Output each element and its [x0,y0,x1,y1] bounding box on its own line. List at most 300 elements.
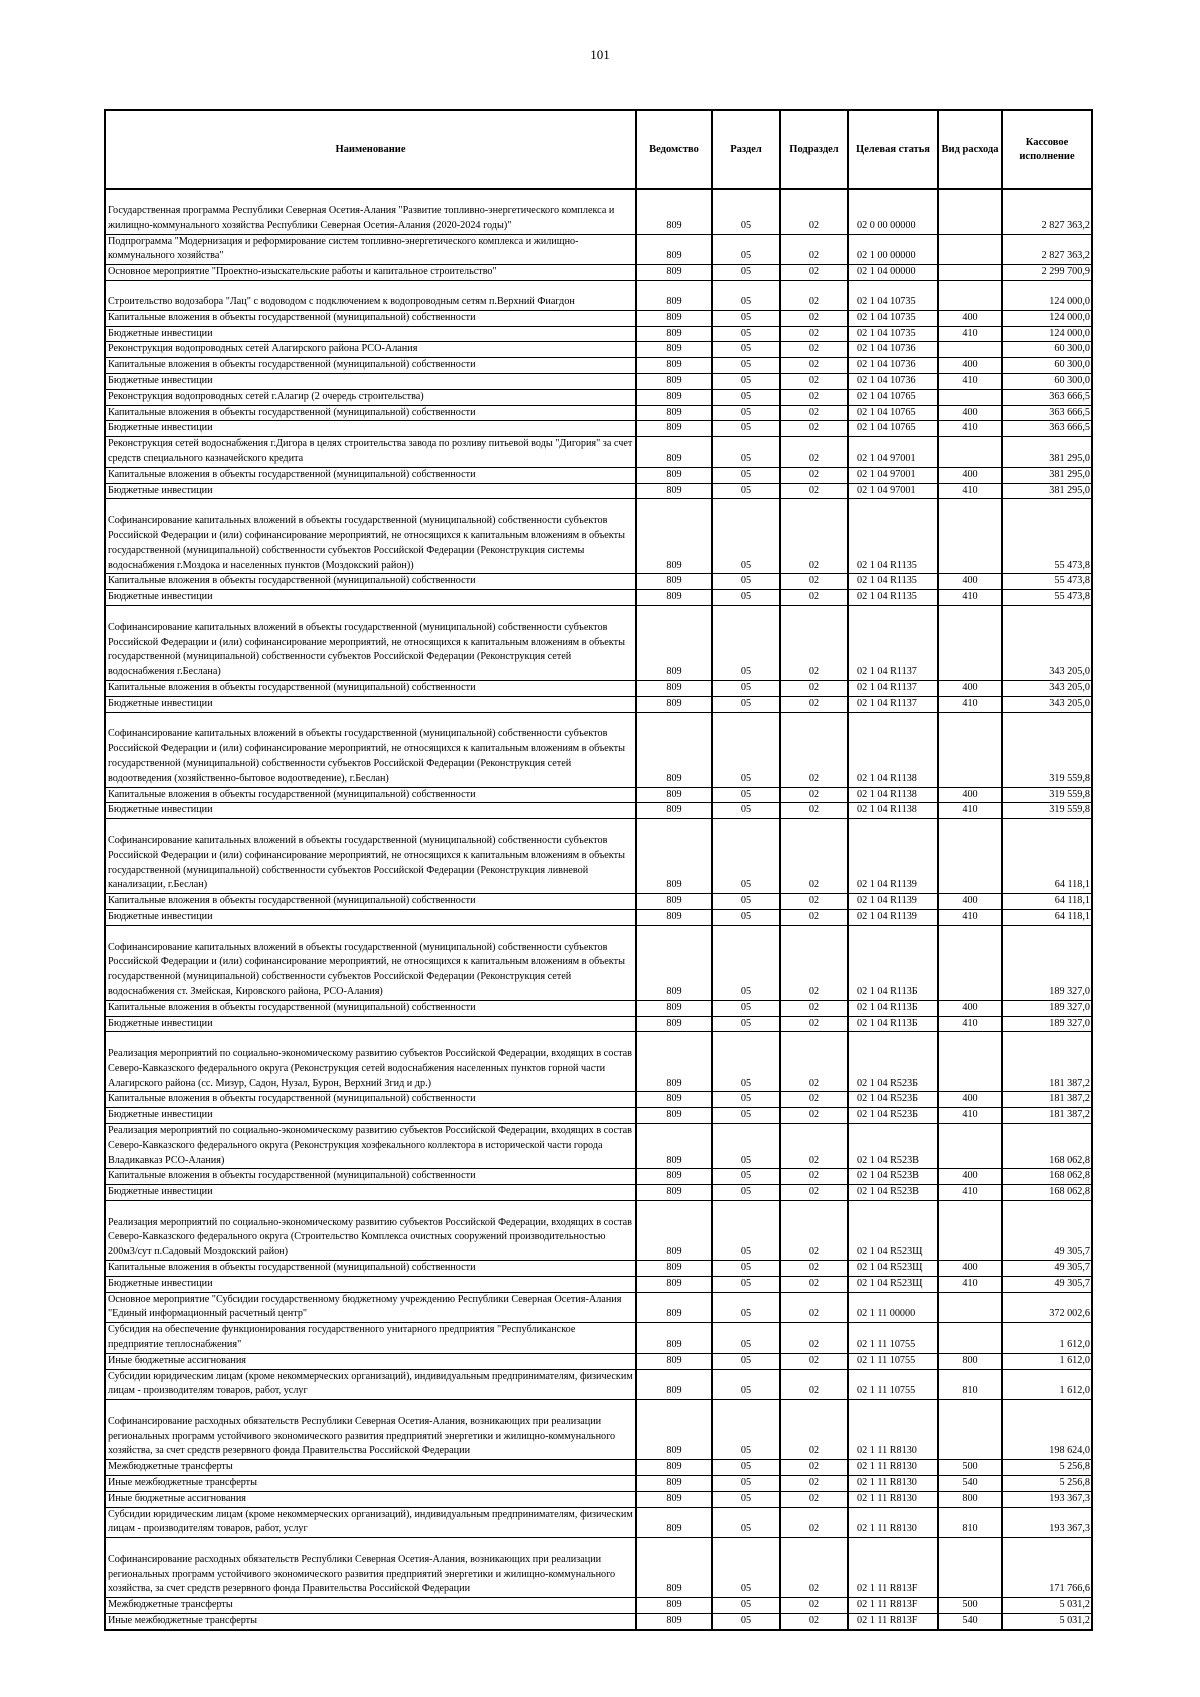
cell-amount: 168 062,8 [1002,1169,1092,1185]
cell-target: 02 1 11 10755 [848,1323,938,1354]
cell-dept: 809 [636,1169,712,1185]
cell-name: Капитальные вложения в объекты государственной (муниципальной) собственности [105,1000,636,1016]
cell-name: Реализация мероприятий по социально-экономическому развитию субъектов Российской Федерации, входящих в состав Северо-Кавказского федерального округа (Реконструкция хозфекального коллектора в исторической части города Владикавказ РСО-Алания) [105,1124,636,1169]
cell-exptype: 400 [938,310,1002,326]
cell-section: 05 [712,574,780,590]
cell-subsection: 02 [780,1261,848,1277]
table-row [105,1201,1092,1261]
header-target: Целевая статья [848,110,938,189]
cell-amount: 168 062,8 [1002,1124,1092,1169]
cell-target: 02 1 04 R1137 [848,681,938,697]
cell-name: Бюджетные инвестиции [105,803,636,819]
cell-target: 02 1 11 R813F [848,1613,938,1629]
cell-target: 02 1 04 R1138 [848,712,938,787]
cell-amount: 49 305,7 [1002,1201,1092,1261]
cell-exptype: 500 [938,1598,1002,1614]
cell-amount: 181 387,2 [1002,1092,1092,1108]
cell-amount: 319 559,8 [1002,787,1092,803]
cell-subsection: 02 [780,1369,848,1400]
cell-exptype: 400 [938,1092,1002,1108]
cell-exptype [938,712,1002,787]
table-row [105,1460,1092,1476]
table-row [105,1598,1092,1614]
cell-subsection: 02 [780,280,848,310]
cell-subsection: 02 [780,574,848,590]
table-row [105,1491,1092,1507]
cell-subsection: 02 [780,1507,848,1538]
cell-amount: 64 118,1 [1002,819,1092,894]
cell-amount: 60 300,0 [1002,342,1092,358]
cell-subsection: 02 [780,712,848,787]
cell-amount: 2 299 700,9 [1002,265,1092,281]
cell-amount: 189 327,0 [1002,1000,1092,1016]
cell-amount: 49 305,7 [1002,1276,1092,1292]
cell-subsection: 02 [780,358,848,374]
cell-dept: 809 [636,421,712,437]
table-row [105,1108,1092,1124]
cell-subsection: 02 [780,696,848,712]
cell-dept: 809 [636,499,712,574]
cell-subsection: 02 [780,803,848,819]
table-row [105,342,1092,358]
cell-subsection: 02 [780,310,848,326]
cell-amount: 381 295,0 [1002,467,1092,483]
cell-section: 05 [712,1092,780,1108]
cell-dept: 809 [636,1201,712,1261]
cell-name: Реконструкция водопроводных сетей Алагирского района РСО-Алания [105,342,636,358]
cell-dept: 809 [636,1491,712,1507]
cell-amount: 372 002,6 [1002,1292,1092,1323]
table-row [105,358,1092,374]
cell-amount: 319 559,8 [1002,712,1092,787]
cell-target: 02 1 04 10765 [848,421,938,437]
cell-dept: 809 [636,1185,712,1201]
cell-target: 02 1 04 R113Б [848,925,938,1000]
cell-dept: 809 [636,1276,712,1292]
cell-name: Бюджетные инвестиции [105,421,636,437]
cell-exptype: 410 [938,483,1002,499]
cell-dept: 809 [636,1032,712,1092]
cell-exptype [938,819,1002,894]
cell-exptype: 400 [938,574,1002,590]
cell-target: 02 1 04 R523В [848,1124,938,1169]
cell-subsection: 02 [780,1292,848,1323]
cell-section: 05 [712,1491,780,1507]
cell-subsection: 02 [780,437,848,468]
cell-exptype: 400 [938,681,1002,697]
cell-name: Межбюджетные трансферты [105,1598,636,1614]
cell-dept: 809 [636,1353,712,1369]
cell-amount: 64 118,1 [1002,894,1092,910]
cell-section: 05 [712,467,780,483]
header-section: Раздел [712,110,780,189]
cell-target: 02 1 04 97001 [848,483,938,499]
cell-dept: 809 [636,1092,712,1108]
cell-name: Бюджетные инвестиции [105,910,636,926]
cell-exptype: 400 [938,787,1002,803]
cell-amount: 319 559,8 [1002,803,1092,819]
table-row [105,189,1092,234]
cell-name: Бюджетные инвестиции [105,1016,636,1032]
cell-dept: 809 [636,1016,712,1032]
cell-name: Софинансирование капитальных вложений в объекты государственной (муниципальной) собственности субъектов Российской Федерации и (или) софинансирование мероприятий, не относящихся к капитальным вложениям в объекты государственной (муниципальной) собственности субъектов Российской Федерации (Реконструкция сетей водоснабжения г.Беслана) [105,606,636,681]
cell-target: 02 1 11 R8130 [848,1400,938,1460]
cell-name: Основное мероприятие "Субсидии государственному бюджетному учреждению Республики Северная Осетия-Алания "Единый информационный расчетный центр" [105,1292,636,1323]
cell-subsection: 02 [780,1169,848,1185]
cell-dept: 809 [636,1000,712,1016]
cell-dept: 809 [636,1598,712,1614]
cell-section: 05 [712,787,780,803]
cell-exptype: 810 [938,1507,1002,1538]
cell-exptype: 410 [938,696,1002,712]
cell-subsection: 02 [780,1613,848,1629]
table-row [105,819,1092,894]
budget-table [104,109,1093,1631]
cell-section: 05 [712,310,780,326]
cell-subsection: 02 [780,499,848,574]
table-row [105,1124,1092,1169]
table-row [105,1000,1092,1016]
cell-dept: 809 [636,606,712,681]
cell-subsection: 02 [780,925,848,1000]
cell-section: 05 [712,1276,780,1292]
cell-target: 02 1 04 R1139 [848,894,938,910]
cell-target: 02 1 04 R1135 [848,499,938,574]
cell-amount: 171 766,6 [1002,1538,1092,1598]
cell-dept: 809 [636,374,712,390]
cell-name: Софинансирование расходных обязательств Республики Северная Осетия-Алания, возникающих при реализации региональных программ устойчивого экономического развития предприятий энергетики и жилищно-коммунального хозяйства, за счет средств резервного фонда Правительства Российской Федерации [105,1538,636,1598]
cell-name: Межбюджетные трансферты [105,1460,636,1476]
table-row [105,405,1092,421]
cell-section: 05 [712,1261,780,1277]
cell-target: 02 1 11 00000 [848,1292,938,1323]
cell-exptype [938,1032,1002,1092]
cell-subsection: 02 [780,342,848,358]
cell-dept: 809 [636,1475,712,1491]
cell-section: 05 [712,342,780,358]
cell-subsection: 02 [780,234,848,265]
cell-section: 05 [712,1201,780,1261]
cell-amount: 55 473,8 [1002,499,1092,574]
cell-name: Реконструкция водопроводных сетей г.Алагир (2 очередь строительства) [105,389,636,405]
cell-subsection: 02 [780,1124,848,1169]
table-row [105,265,1092,281]
cell-amount: 2 827 363,2 [1002,234,1092,265]
cell-exptype [938,265,1002,281]
cell-target: 02 1 04 R1138 [848,803,938,819]
cell-exptype: 410 [938,1185,1002,1201]
cell-dept: 809 [636,803,712,819]
cell-target: 02 1 04 R1135 [848,574,938,590]
table-row [105,310,1092,326]
cell-exptype [938,1124,1002,1169]
table-row [105,374,1092,390]
cell-amount: 363 666,5 [1002,389,1092,405]
cell-section: 05 [712,1292,780,1323]
cell-target: 02 1 11 10755 [848,1369,938,1400]
cell-target: 02 0 00 00000 [848,189,938,234]
table-row [105,606,1092,681]
table-row [105,483,1092,499]
cell-exptype: 400 [938,358,1002,374]
cell-target: 02 1 04 10765 [848,389,938,405]
cell-name: Бюджетные инвестиции [105,1185,636,1201]
table-row [105,1292,1092,1323]
cell-section: 05 [712,1507,780,1538]
table-row [105,280,1092,310]
cell-dept: 809 [636,1400,712,1460]
cell-subsection: 02 [780,1323,848,1354]
cell-amount: 124 000,0 [1002,280,1092,310]
cell-dept: 809 [636,1124,712,1169]
cell-dept: 809 [636,925,712,1000]
cell-dept: 809 [636,910,712,926]
table-row [105,787,1092,803]
table-row [105,1276,1092,1292]
table-row [105,1323,1092,1354]
cell-dept: 809 [636,326,712,342]
table-row [105,1261,1092,1277]
cell-section: 05 [712,483,780,499]
page-number: 101 [590,47,610,62]
table-row [105,894,1092,910]
cell-dept: 809 [636,189,712,234]
cell-subsection: 02 [780,1460,848,1476]
cell-subsection: 02 [780,910,848,926]
cell-amount: 343 205,0 [1002,606,1092,681]
cell-exptype: 410 [938,1016,1002,1032]
cell-section: 05 [712,894,780,910]
cell-name: Государственная программа Республики Северная Осетия-Алания "Развитие топливно-энергетического комплекса и жилищно-коммунального хозяйства Республики Северная Осетия-Алания (2020-2024 годы)" [105,189,636,234]
cell-exptype: 410 [938,803,1002,819]
cell-dept: 809 [636,437,712,468]
cell-target: 02 1 00 00000 [848,234,938,265]
cell-name: Подпрограмма "Модернизация и реформирование систем топливно-энергетического комплекса и жилищно-коммунального хозяйства" [105,234,636,265]
cell-name: Бюджетные инвестиции [105,374,636,390]
cell-exptype: 540 [938,1613,1002,1629]
cell-dept: 809 [636,1538,712,1598]
cell-section: 05 [712,1000,780,1016]
cell-exptype [938,389,1002,405]
cell-target: 02 1 04 R113Б [848,1016,938,1032]
cell-section: 05 [712,712,780,787]
cell-subsection: 02 [780,483,848,499]
cell-name: Капитальные вложения в объекты государственной (муниципальной) собственности [105,1261,636,1277]
table-row [105,590,1092,606]
cell-target: 02 1 04 10735 [848,310,938,326]
cell-target: 02 1 04 R523В [848,1169,938,1185]
table-row [105,389,1092,405]
cell-amount: 168 062,8 [1002,1185,1092,1201]
cell-dept: 809 [636,787,712,803]
cell-dept: 809 [636,1108,712,1124]
cell-subsection: 02 [780,1276,848,1292]
cell-dept: 809 [636,712,712,787]
cell-target: 02 1 11 R8130 [848,1475,938,1491]
cell-dept: 809 [636,819,712,894]
cell-subsection: 02 [780,326,848,342]
cell-name: Капитальные вложения в объекты государственной (муниципальной) собственности [105,405,636,421]
cell-subsection: 02 [780,1491,848,1507]
cell-name: Бюджетные инвестиции [105,483,636,499]
cell-exptype: 800 [938,1353,1002,1369]
cell-amount: 189 327,0 [1002,1016,1092,1032]
table-row [105,574,1092,590]
table-header [105,110,1092,189]
cell-section: 05 [712,1353,780,1369]
cell-amount: 193 367,3 [1002,1507,1092,1538]
cell-amount: 1 612,0 [1002,1323,1092,1354]
cell-target: 02 1 04 R1137 [848,696,938,712]
cell-exptype [938,1201,1002,1261]
header-amount: Кассовое исполнение [1002,110,1092,189]
cell-target: 02 1 11 R8130 [848,1460,938,1476]
cell-amount: 198 624,0 [1002,1400,1092,1460]
cell-subsection: 02 [780,819,848,894]
cell-name: Реализация мероприятий по социально-экономическому развитию субъектов Российской Федерации, входящих в состав Северо-Кавказского федерального округа (Строительство Комплекса очистных сооружений производительностью 200м3/сут п.Садовый Моздокский район) [105,1201,636,1261]
cell-name: Бюджетные инвестиции [105,696,636,712]
cell-target: 02 1 04 R1135 [848,590,938,606]
cell-name: Иные бюджетные ассигнования [105,1491,636,1507]
cell-dept: 809 [636,467,712,483]
cell-amount: 5 256,8 [1002,1475,1092,1491]
table-row [105,437,1092,468]
cell-subsection: 02 [780,1016,848,1032]
cell-exptype: 410 [938,421,1002,437]
cell-section: 05 [712,1369,780,1400]
cell-exptype [938,189,1002,234]
cell-section: 05 [712,234,780,265]
cell-target: 02 1 04 R1137 [848,606,938,681]
cell-subsection: 02 [780,1598,848,1614]
cell-name: Софинансирование капитальных вложений в объекты государственной (муниципальной) собственности субъектов Российской Федерации и (или) софинансирование мероприятий, не относящихся к капитальным вложениям в объекты государственной (муниципальной) собственности субъектов Российской Федерации (Реконструкция ливневой канализации, г.Беслан) [105,819,636,894]
cell-amount: 60 300,0 [1002,358,1092,374]
cell-section: 05 [712,389,780,405]
cell-section: 05 [712,803,780,819]
cell-section: 05 [712,326,780,342]
cell-dept: 809 [636,1323,712,1354]
cell-target: 02 1 04 R523В [848,1185,938,1201]
table-row [105,499,1092,574]
cell-section: 05 [712,606,780,681]
cell-section: 05 [712,1169,780,1185]
cell-section: 05 [712,1124,780,1169]
cell-amount: 49 305,7 [1002,1261,1092,1277]
cell-dept: 809 [636,342,712,358]
cell-exptype: 810 [938,1369,1002,1400]
header-dept: Ведомство [636,110,712,189]
cell-dept: 809 [636,681,712,697]
cell-name: Капитальные вложения в объекты государственной (муниципальной) собственности [105,467,636,483]
header-exptype: Вид расхода [938,110,1002,189]
cell-dept: 809 [636,894,712,910]
cell-exptype: 410 [938,326,1002,342]
table-row [105,1400,1092,1460]
cell-name: Бюджетные инвестиции [105,590,636,606]
cell-name: Капитальные вложения в объекты государственной (муниципальной) собственности [105,787,636,803]
cell-name: Бюджетные инвестиции [105,1276,636,1292]
cell-name: Субсидии юридическим лицам (кроме некоммерческих организаций), индивидуальным предпринимателям, физическим лицам - производителям товаров, работ, услуг [105,1507,636,1538]
cell-section: 05 [712,1016,780,1032]
cell-exptype: 410 [938,910,1002,926]
cell-dept: 809 [636,405,712,421]
cell-section: 05 [712,1475,780,1491]
table-row [105,1538,1092,1598]
header-subsection: Подраздел [780,110,848,189]
cell-exptype: 400 [938,1169,1002,1185]
cell-exptype [938,234,1002,265]
cell-name: Капитальные вложения в объекты государственной (муниципальной) собственности [105,1092,636,1108]
table-body [105,189,1092,1630]
cell-amount: 2 827 363,2 [1002,189,1092,234]
cell-name: Бюджетные инвестиции [105,1108,636,1124]
cell-subsection: 02 [780,265,848,281]
table-row [105,1016,1092,1032]
cell-section: 05 [712,590,780,606]
cell-name: Капитальные вложения в объекты государственной (муниципальной) собственности [105,1169,636,1185]
cell-section: 05 [712,499,780,574]
cell-section: 05 [712,1323,780,1354]
cell-subsection: 02 [780,787,848,803]
cell-name: Капитальные вложения в объекты государственной (муниципальной) собственности [105,574,636,590]
cell-target: 02 1 04 R523Б [848,1108,938,1124]
cell-name: Бюджетные инвестиции [105,326,636,342]
cell-subsection: 02 [780,590,848,606]
cell-exptype [938,280,1002,310]
cell-target: 02 1 11 R813F [848,1538,938,1598]
cell-exptype [938,1538,1002,1598]
cell-target: 02 1 11 R8130 [848,1507,938,1538]
cell-target: 02 1 04 10736 [848,358,938,374]
table-row [105,1369,1092,1400]
cell-amount: 381 295,0 [1002,483,1092,499]
cell-target: 02 1 04 10735 [848,326,938,342]
cell-exptype: 400 [938,405,1002,421]
cell-amount: 60 300,0 [1002,374,1092,390]
cell-target: 02 1 04 R523Щ [848,1261,938,1277]
cell-exptype: 800 [938,1491,1002,1507]
cell-amount: 55 473,8 [1002,574,1092,590]
table-row [105,681,1092,697]
cell-section: 05 [712,280,780,310]
cell-section: 05 [712,374,780,390]
cell-name: Реконструкция сетей водоснабжения г.Дигора в целях строительства завода по розливу питьевой воды "Дигория" за счет средств специального казначейского кредита [105,437,636,468]
cell-target: 02 1 04 R1139 [848,910,938,926]
cell-dept: 809 [636,1460,712,1476]
cell-name: Капитальные вложения в объекты государственной (муниципальной) собственности [105,310,636,326]
table-row [105,696,1092,712]
cell-target: 02 1 04 R523Щ [848,1276,938,1292]
cell-subsection: 02 [780,374,848,390]
cell-subsection: 02 [780,606,848,681]
cell-section: 05 [712,1400,780,1460]
cell-dept: 809 [636,696,712,712]
table-row [105,467,1092,483]
cell-amount: 124 000,0 [1002,310,1092,326]
cell-target: 02 1 04 R113Б [848,1000,938,1016]
cell-amount: 55 473,8 [1002,590,1092,606]
cell-amount: 64 118,1 [1002,910,1092,926]
cell-section: 05 [712,189,780,234]
cell-target: 02 1 04 10736 [848,342,938,358]
cell-subsection: 02 [780,1000,848,1016]
cell-target: 02 1 04 R1138 [848,787,938,803]
cell-name: Капитальные вложения в объекты государственной (муниципальной) собственности [105,894,636,910]
cell-name: Иные межбюджетные трансферты [105,1475,636,1491]
cell-section: 05 [712,405,780,421]
cell-section: 05 [712,696,780,712]
cell-target: 02 1 04 R523Щ [848,1201,938,1261]
